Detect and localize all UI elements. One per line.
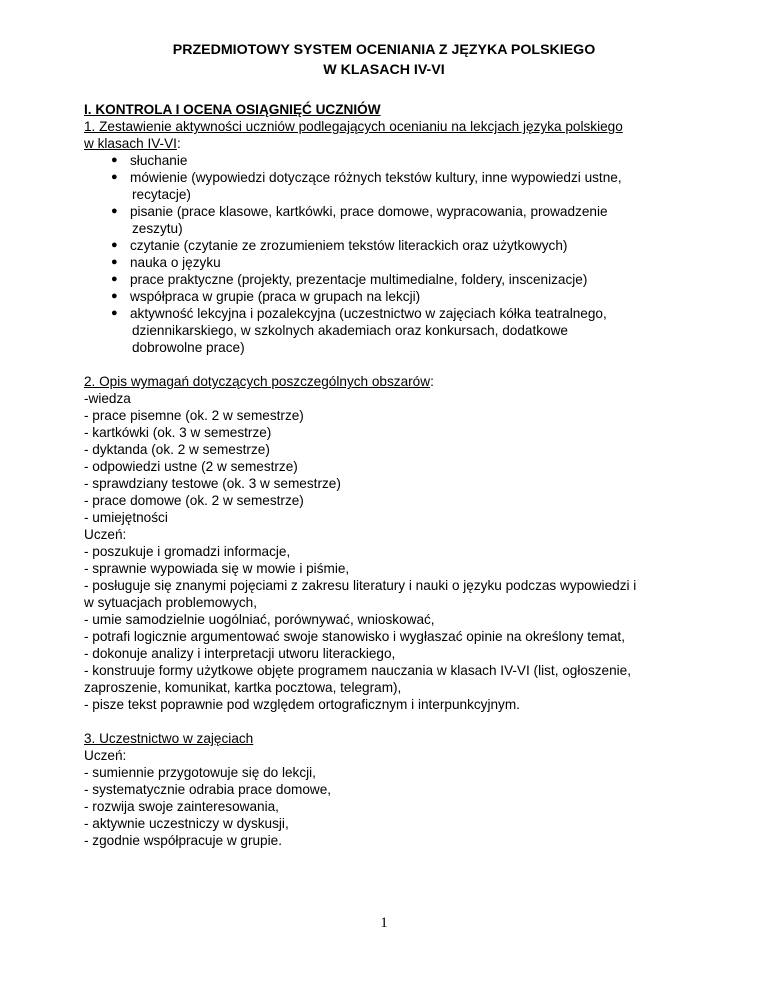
text-line: - prace pisemne (ok. 2 w semestrze) xyxy=(84,408,304,423)
text-line: Uczeń: xyxy=(84,527,127,542)
bullet-icon: ● xyxy=(111,154,118,166)
bullet-icon: ● xyxy=(111,239,118,251)
list-item-continuation: dobrowolne prace) xyxy=(132,340,245,355)
list-item: mówienie (wypowiedzi dotyczące różnych tekstów kultury, inne wypowiedzi ustne, xyxy=(130,170,622,185)
section1-intro-colon: : xyxy=(176,136,181,151)
list-item-continuation: recytacje) xyxy=(132,187,191,202)
text-line: - pisze tekst poprawnie pod względem ortograficznym i interpunkcyjnym. xyxy=(84,697,520,712)
bullet-icon: ● xyxy=(111,307,118,319)
text-line: - odpowiedzi ustne (2 w semestrze) xyxy=(84,459,298,474)
document-title-line2: W KLASACH IV-VI xyxy=(323,62,445,78)
text-line: - sumiennie przygotowuje się do lekcji, xyxy=(84,765,316,780)
bullet-icon: ● xyxy=(111,171,118,183)
text-line: - zgodnie współpracuje w grupie. xyxy=(84,833,282,848)
bullet-icon: ● xyxy=(111,256,118,268)
section1-intro-line1: 1. Zestawienie aktywności uczniów podlegających ocenianiu na lekcjach języka polskiego xyxy=(84,119,623,134)
text-line: - sprawdziany testowe (ok. 3 w semestrze) xyxy=(84,476,341,491)
text-line: - dyktanda (ok. 2 w semestrze) xyxy=(84,442,270,457)
text-line: - kartkówki (ok. 3 w semestrze) xyxy=(84,425,272,440)
section1-intro-line2 xyxy=(84,135,181,152)
text-line: - umiejętności xyxy=(84,510,168,525)
text-line: -wiedza xyxy=(84,391,131,406)
text-line: - systematycznie odrabia prace domowe, xyxy=(84,782,332,797)
list-item: prace praktyczne (projekty, prezentacje multimedialne, foldery, inscenizacje) xyxy=(130,272,588,287)
text-line: - konstruuje formy użytkowe objęte programem nauczania w klasach IV-VI (list, ogłoszenie, xyxy=(84,663,632,678)
section2-heading: 2. Opis wymagań dotyczących poszczególnych obszarów xyxy=(84,374,431,389)
section2-heading-colon: : xyxy=(430,374,434,389)
list-item: aktywność lekcyjna i pozalekcyjna (uczestnictwo w zajęciach kółka teatralnego, xyxy=(130,306,607,321)
text-line: - prace domowe (ok. 2 w semestrze) xyxy=(84,493,304,508)
section1-heading: I. KONTROLA I OCENA OSIĄGNIĘĆ UCZNIÓW xyxy=(84,102,381,117)
text-line: - potrafi logicznie argumentować swoje stanowisko i wygłaszać opinie na określony temat, xyxy=(84,629,625,644)
document-title-line1: PRZEDMIOTOWY SYSTEM OCENIANIA Z JĘZYKA POLSKIEGO xyxy=(172,42,596,58)
section3-heading: 3. Uczestnictwo w zajęciach xyxy=(84,731,254,746)
text-line: - umie samodzielnie uogólniać, porównywać, wnioskować, xyxy=(84,612,435,627)
list-item-continuation: zeszytu) xyxy=(132,221,183,236)
list-item: współpraca w grupie (praca w grupach na lekcji) xyxy=(130,289,421,304)
bullet-icon: ● xyxy=(111,205,118,217)
text-line: - sprawnie wypowiada się w mowie i piśmie, xyxy=(84,561,350,576)
list-item: czytanie (czytanie ze zrozumieniem tekstów literackich oraz użytkowych) xyxy=(130,238,568,253)
list-item: słuchanie xyxy=(130,153,188,168)
page-number: 1 xyxy=(380,915,388,931)
text-line: w sytuacjach problemowych, xyxy=(84,595,258,610)
text-line: - dokonuje analizy i interpretacji utworu literackiego, xyxy=(84,646,396,661)
text-line: zaproszenie, komunikat, kartka pocztowa, telegram), xyxy=(84,680,402,695)
bullet-icon: ● xyxy=(111,290,118,302)
text-line: Uczeń: xyxy=(84,748,127,763)
section2-heading-row xyxy=(84,373,434,390)
list-item: nauka o języku xyxy=(130,255,221,270)
text-line: - posługuje się znanymi pojęciami z zakresu literatury i nauki o języku podczas wypowiedzi i xyxy=(84,578,637,593)
list-item: pisanie (prace klasowe, kartkówki, prace domowe, wypracowania, prowadzenie xyxy=(130,204,608,219)
section1-intro-line2-text: w klasach IV-VI xyxy=(84,136,177,151)
text-line: - poszukuje i gromadzi informacje, xyxy=(84,544,291,559)
bullet-icon: ● xyxy=(111,273,118,285)
list-item-continuation: dziennikarskiego, w szkolnych akademiach oraz konkursach, dodatkowe xyxy=(132,323,568,338)
text-line: - rozwija swoje zainteresowania, xyxy=(84,799,279,814)
text-line: - aktywnie uczestniczy w dyskusji, xyxy=(84,816,289,831)
